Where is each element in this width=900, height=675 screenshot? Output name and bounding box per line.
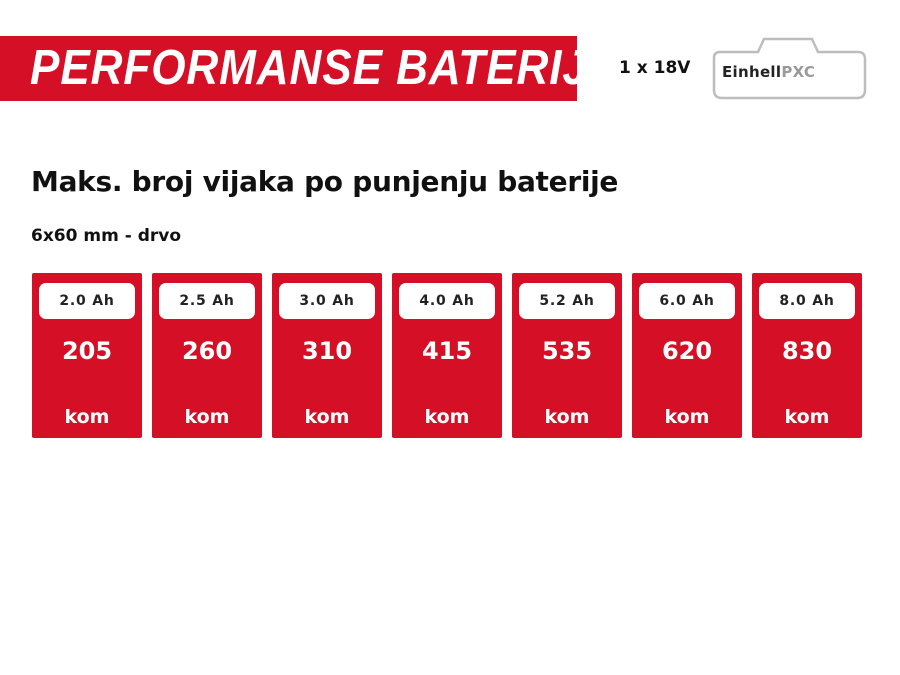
capacity-badge: 2.0 Ah: [39, 283, 135, 319]
unit-label: kom: [304, 406, 350, 428]
screw-count: 310: [301, 337, 353, 365]
capacity-badge: 3.0 Ah: [279, 283, 375, 319]
screw-count: 620: [661, 337, 713, 365]
capacity-badge: 5.2 Ah: [519, 283, 615, 319]
einhell-pxc-logo: [708, 36, 871, 102]
screw-count: 260: [181, 337, 233, 365]
header-banner: [0, 36, 621, 101]
battery-card: [632, 273, 742, 438]
capacity-badge: 4.0 Ah: [399, 283, 495, 319]
section-subtitle: 6x60 mm - drvo: [31, 226, 182, 246]
page-title: PERFORMANSE BATERIJA: [30, 41, 621, 95]
capacity-badge: 6.0 Ah: [639, 283, 735, 319]
section-title: Maks. broj vijaka po punjenju baterije: [31, 165, 619, 198]
unit-label: kom: [784, 406, 830, 428]
screw-count: 535: [541, 337, 593, 365]
capacity-badge: 2.5 Ah: [159, 283, 255, 319]
screw-count: 415: [421, 337, 473, 365]
battery-card: [752, 273, 862, 438]
unit-label: kom: [664, 406, 710, 428]
unit-label: kom: [424, 406, 470, 428]
voltage-label: 1 x 18V: [619, 58, 691, 78]
capacity-badge: 8.0 Ah: [759, 283, 855, 319]
battery-card: [152, 273, 262, 438]
battery-card: [272, 273, 382, 438]
battery-card: [512, 273, 622, 438]
logo-text: [722, 63, 815, 81]
logo-brand: Einhell: [722, 63, 782, 81]
unit-label: kom: [64, 406, 110, 428]
unit-label: kom: [184, 406, 230, 428]
battery-card: [392, 273, 502, 438]
unit-label: kom: [544, 406, 590, 428]
battery-cards: [32, 273, 864, 438]
screw-count: 205: [61, 337, 113, 365]
battery-card: [32, 273, 142, 438]
screw-count: 830: [781, 337, 833, 365]
logo-suffix: PXC: [781, 63, 816, 81]
